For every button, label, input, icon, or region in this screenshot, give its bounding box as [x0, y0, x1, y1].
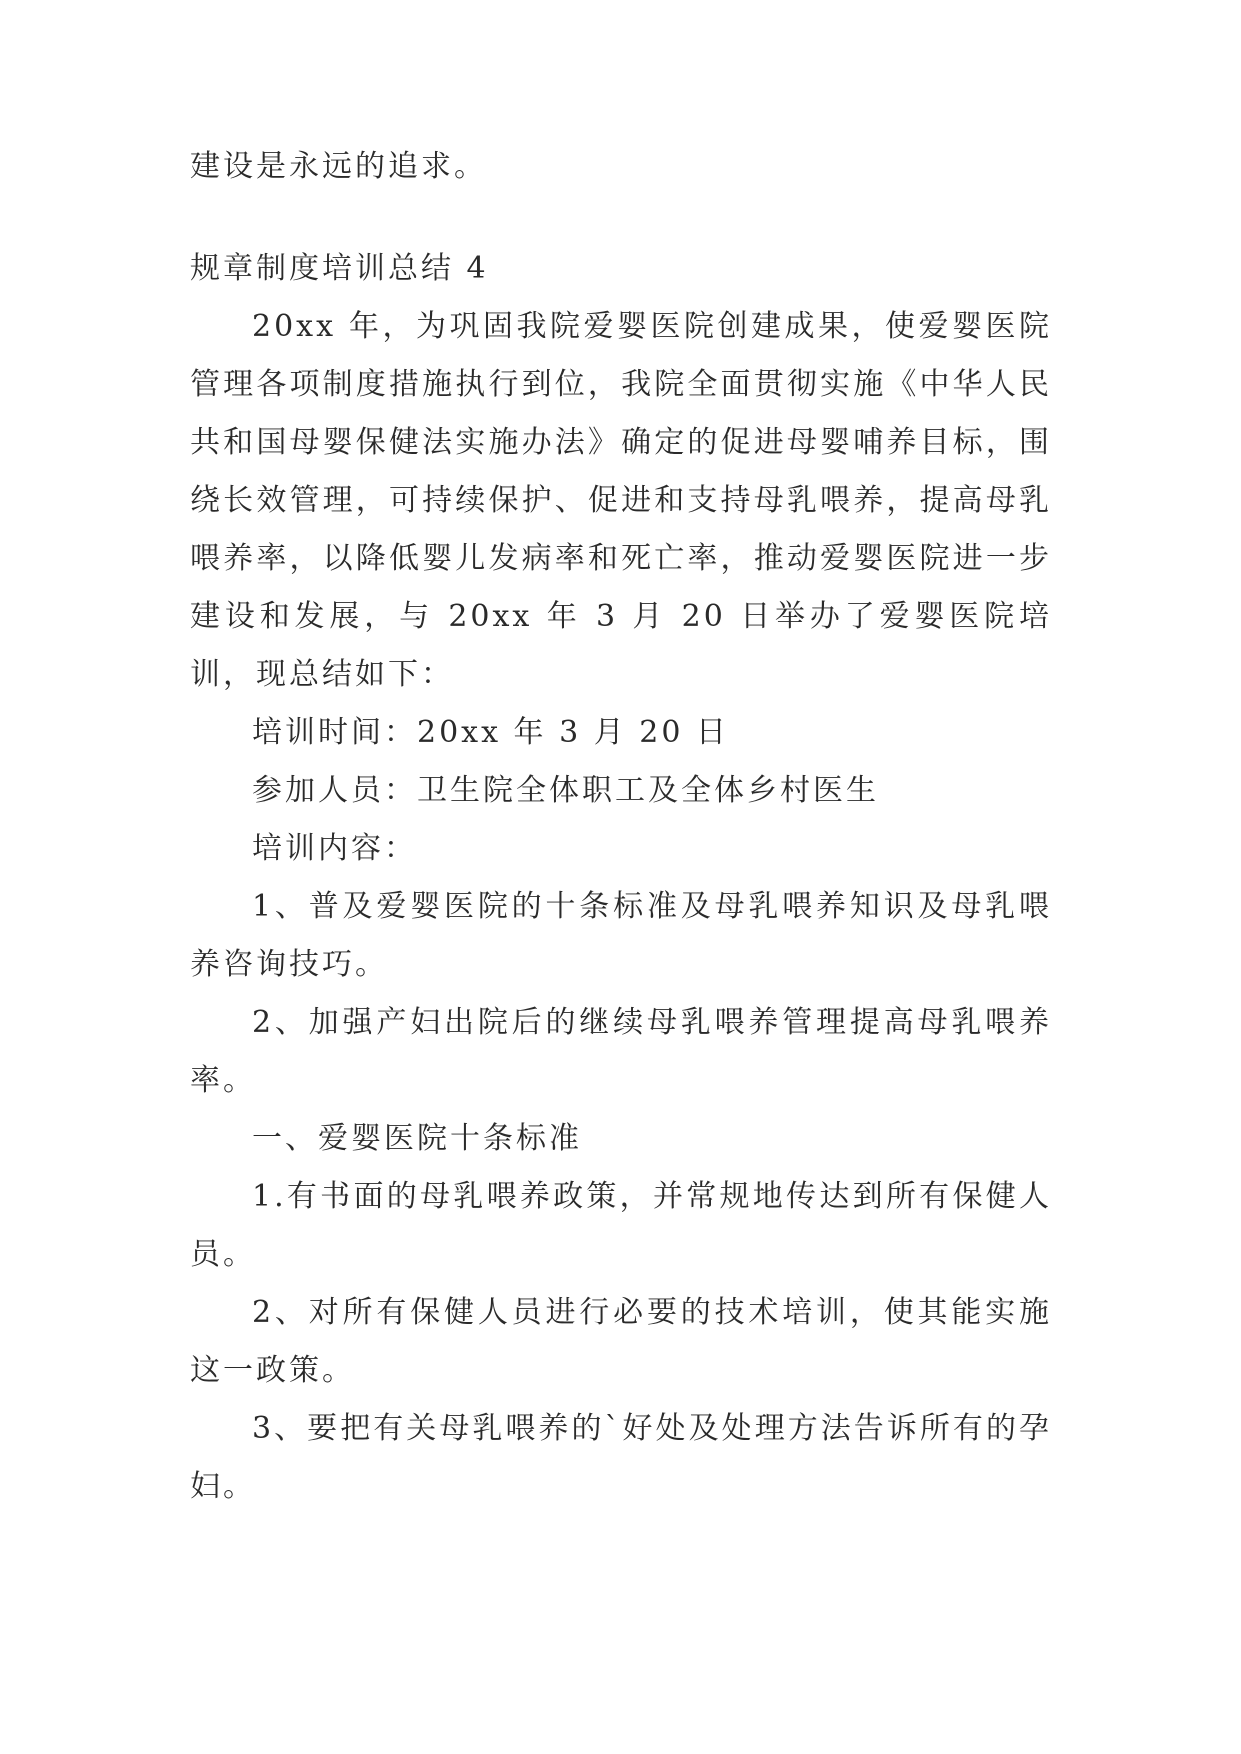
- participants: 参加人员：卫生院全体职工及全体乡村医生: [252, 773, 879, 808]
- section-title: 规章制度培训总结 4: [190, 251, 489, 286]
- content-item-1: 1、普及爱婴医院的十条标准及母乳喂养知识及母乳喂养咨询技巧。: [190, 889, 1052, 982]
- continuation-line: 建设是永远的追求。: [190, 149, 487, 184]
- standard-item-1: 1.有书面的母乳喂养政策，并常规地传达到所有保健人员。: [190, 1179, 1052, 1272]
- training-content-heading: 培训内容：: [252, 831, 417, 866]
- standard-item-2: 2、对所有保健人员进行必要的技术培训，使其能实施这一政策。: [190, 1295, 1052, 1388]
- content-item-2: 2、加强产妇出院后的继续母乳喂养管理提高母乳喂养率。: [190, 1005, 1052, 1098]
- section-title-block: [190, 240, 1052, 298]
- standard-item-3: 3、要把有关母乳喂养的`好处及处理方法告诉所有的孕妇。: [190, 1411, 1052, 1504]
- continuation-text-block: [190, 138, 1052, 196]
- standards-heading: 一、爱婴医院十条标准: [252, 1121, 582, 1156]
- body-text-block: [190, 298, 1052, 1516]
- intro-paragraph: 20xx 年，为巩固我院爱婴医院创建成果，使爱婴医院管理各项制度措施执行到位，我院全面贯彻实施《中华人民共和国母婴保健法实施办法》确定的促进母婴哺养目标，围绕长效管理，可持续保护、促进和支持母乳喂养，提高母乳喂养率，以降低婴儿发病率和死亡率，推动爱婴医院进一步建设和发展，与 20xx 年 3 月 20 日举办了爱婴医院培训，现总结如下：: [190, 309, 1052, 692]
- training-time: 培训时间：20xx 年 3 月 20 日: [252, 715, 729, 750]
